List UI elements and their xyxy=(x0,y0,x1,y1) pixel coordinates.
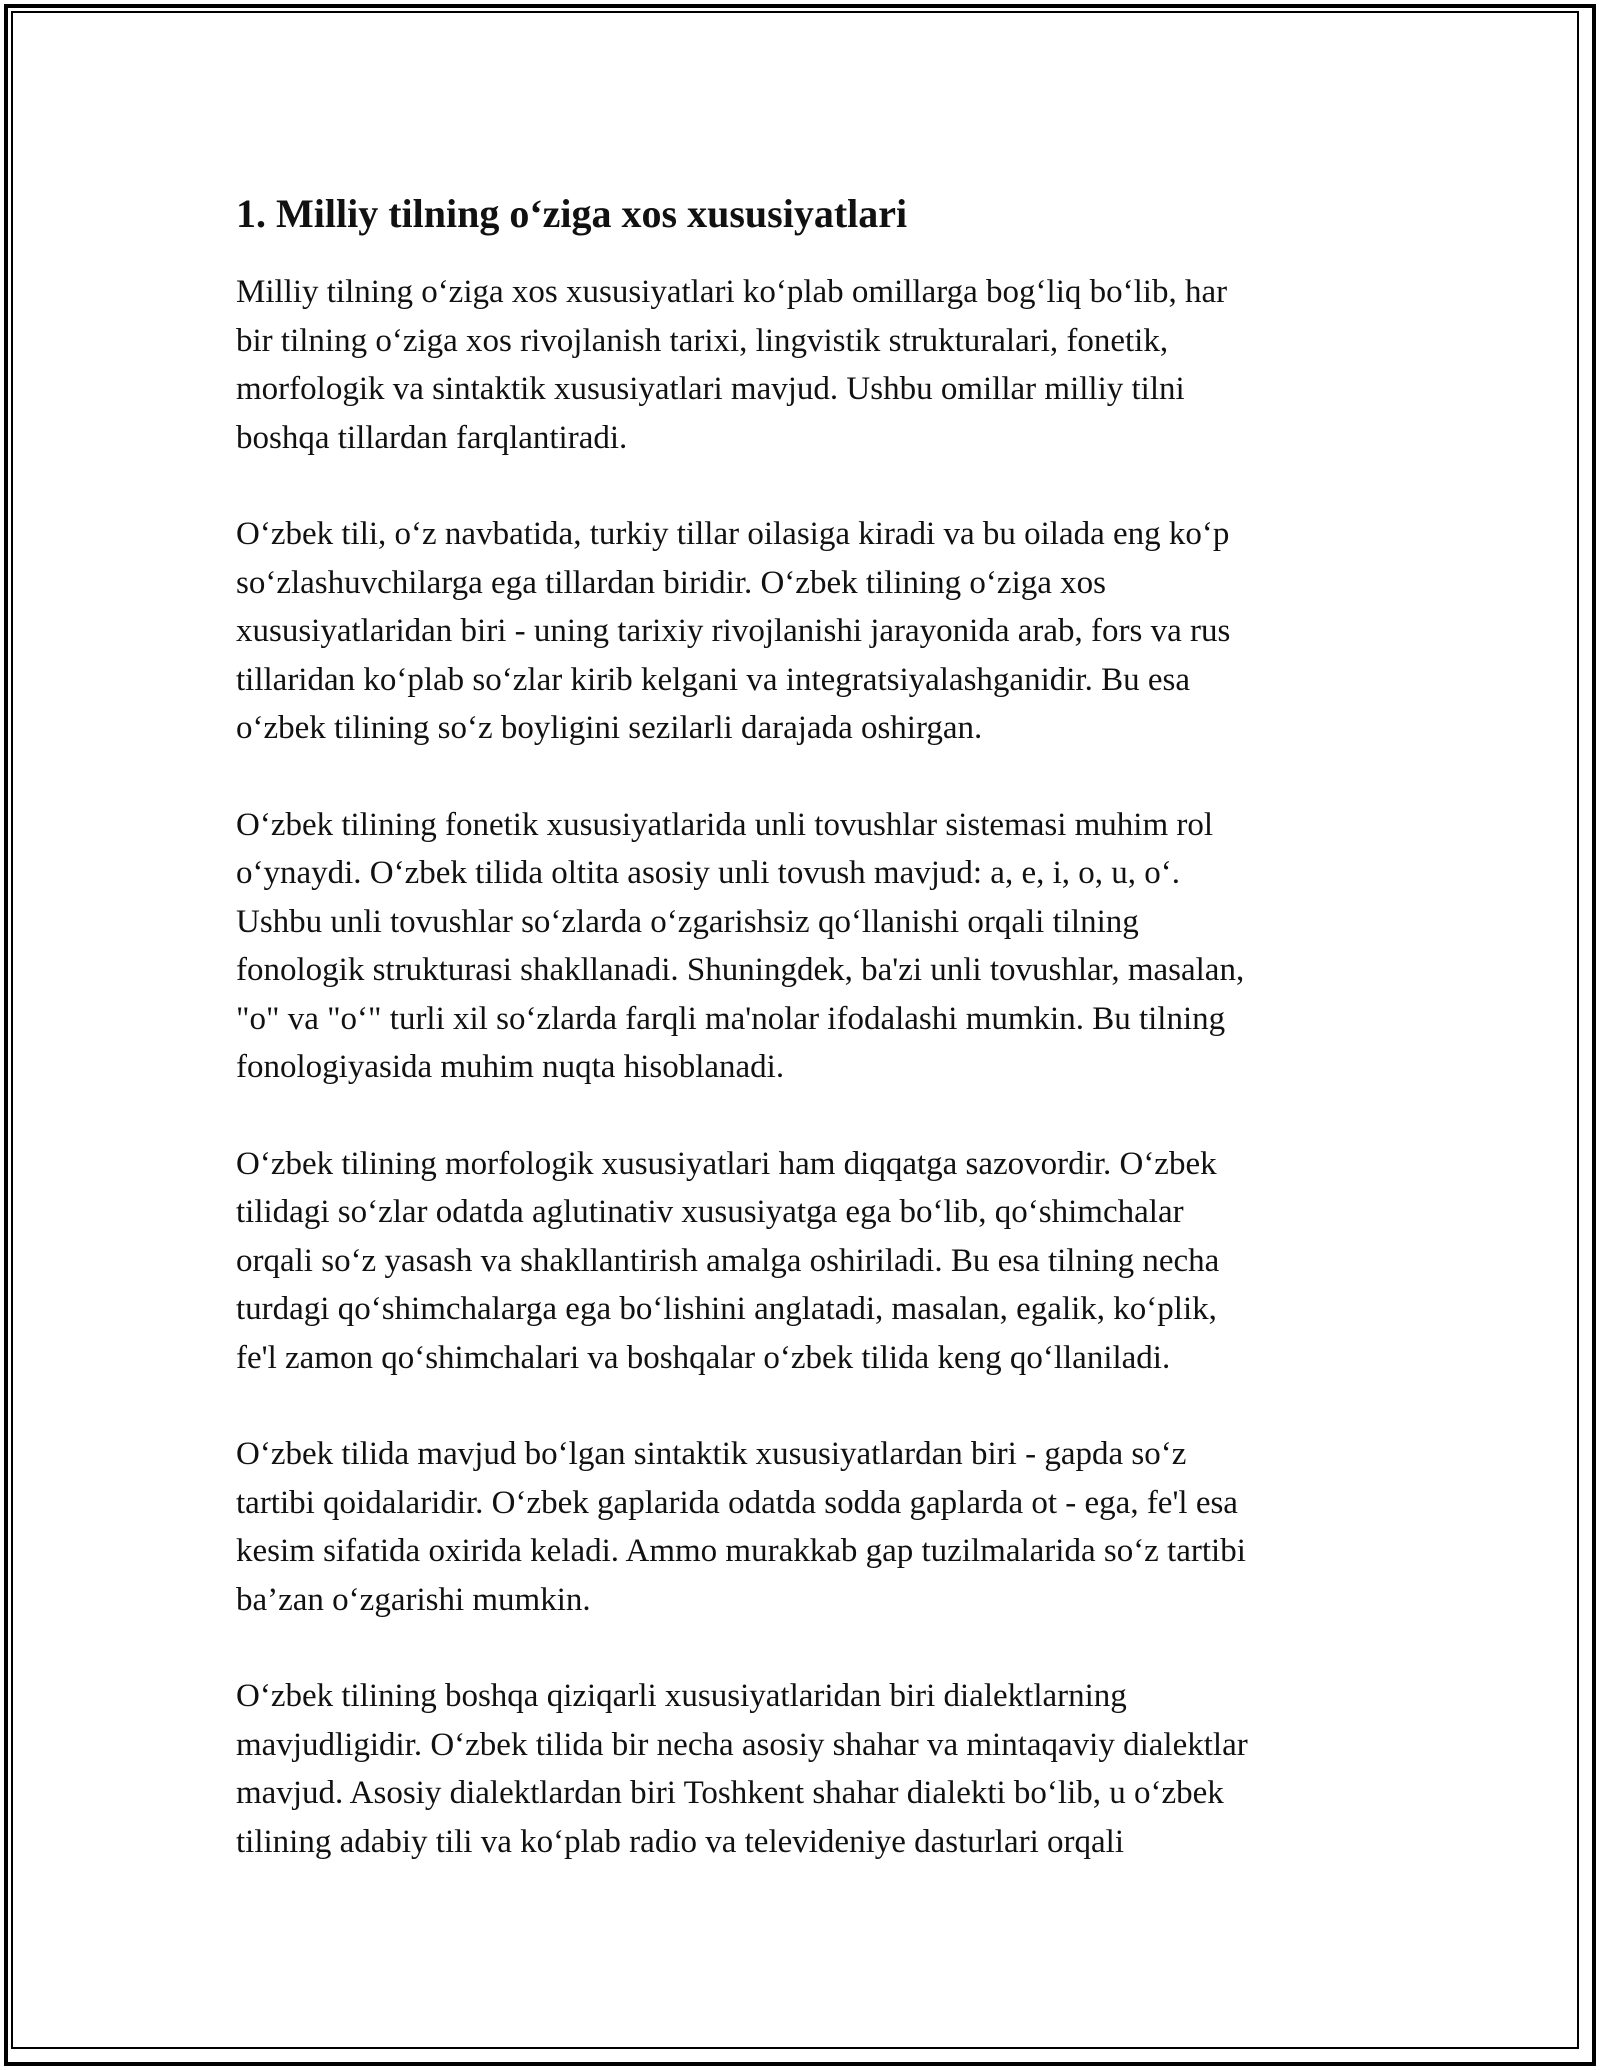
paragraph-3 xyxy=(236,801,1386,1092)
text-line: O‘zbek tilining boshqa qiziqarli xususiyatlaridan biri dialektlarning xyxy=(236,1678,1127,1714)
paragraph-6 xyxy=(236,1672,1386,1866)
paragraph-1 xyxy=(236,268,1386,462)
text-line: tillaridan ko‘plab so‘zlar kirib kelgani va integratsiyalashganidir. Bu esa xyxy=(236,661,1190,698)
text-line: mavjud. Asosiy dialektlardan biri Toshkent shahar dialekti bo‘lib, u o‘zbek xyxy=(236,1775,1224,1811)
text-line: turdagi qo‘shimchalarga ega bo‘lishini anglatadi, masalan, egalik, ko‘plik, xyxy=(236,1291,1217,1327)
text-line: so‘zlashuvchilarga ega tillardan biridir. O‘zbek tilining o‘ziga xos xyxy=(236,564,1106,601)
text-line: "o" va "o‘" turli xil so‘zlarda farqli ma'nolar ifodalashi mumkin. Bu tilning xyxy=(236,1000,1226,1037)
text-line: tilining adabiy tili va ko‘plab radio va televideniye dasturlari orqali xyxy=(236,1823,1124,1860)
text-line: O‘zbek tili, o‘z navbatida, turkiy tillar oilasiga kiradi va bu oilada eng ko‘p xyxy=(236,516,1230,552)
text-line: boshqa tillardan farqlantiradi. xyxy=(236,419,628,456)
text-line: Ushbu unli tovushlar so‘zlarda o‘zgarishsiz qo‘llanishi orqali tilning xyxy=(236,903,1139,940)
text-line: ba’zan o‘zgarishi mumkin. xyxy=(236,1581,591,1618)
text-line: bir tilning o‘ziga xos rivojlanish tarixi, lingvistik strukturalari, fonetik, xyxy=(236,322,1169,359)
text-line: o‘zbek tilining so‘z boyligini sezilarli darajada oshirgan. xyxy=(236,710,983,746)
text-line: kesim sifatida oxirida keladi. Ammo murakkab gap tuzilmalarida so‘z tartibi xyxy=(236,1533,1246,1569)
text-line: fonologik strukturasi shakllanadi. Shuningdek, ba'zi unli tovushlar, masalan, xyxy=(236,952,1245,988)
text-line: O‘zbek tilining morfologik xususiyatlari ham diqqatga sazovordir. O‘zbek xyxy=(236,1145,1217,1182)
paragraph-5 xyxy=(236,1430,1386,1624)
text-line: mavjudligidir. O‘zbek tilida bir necha asosiy shahar va mintaqaviy dialektlar xyxy=(236,1726,1248,1763)
text-line: Milliy tilning o‘ziga xos xususiyatlari ko‘plab omillarga bog‘liq bo‘lib, har xyxy=(236,274,1228,310)
text-line: morfologik va sintaktik xususiyatlari mavjud. Ushbu omillar milliy tilni xyxy=(236,371,1185,407)
document-body xyxy=(236,186,1386,1914)
text-line: tilidagi so‘zlar odatda aglutinativ xususiyatga ega bo‘lib, qo‘shimchalar xyxy=(236,1194,1184,1230)
text-line: fonologiyasida muhim nuqta hisoblanadi. xyxy=(236,1049,785,1085)
text-line: O‘zbek tilida mavjud bo‘lgan sintaktik xususiyatlardan biri - gapda so‘z xyxy=(236,1436,1187,1472)
text-line: xususiyatlaridan biri - uning tarixiy rivojlanishi jarayonida arab, fors va rus xyxy=(236,613,1231,649)
text-line: o‘ynaydi. O‘zbek tilida oltita asosiy unli tovush mavjud: a, e, i, o, u, o‘. xyxy=(236,855,1181,891)
text-line: tartibi qoidalaridir. O‘zbek gaplarida odatda sodda gaplarda ot - ega, fe'l esa xyxy=(236,1484,1238,1521)
text-line: fe'l zamon qo‘shimchalari va boshqalar o‘zbek tilida keng qo‘llaniladi. xyxy=(236,1339,1171,1376)
paragraph-4 xyxy=(236,1140,1386,1383)
paragraph-2 xyxy=(236,510,1386,753)
section-heading: 1. Milliy tilning o‘ziga xos xususiyatlari xyxy=(236,191,908,236)
text-line: O‘zbek tilining fonetik xususiyatlarida unli tovushlar sistemasi muhim rol xyxy=(236,806,1214,843)
text-line: orqali so‘z yasash va shakllantirish amalga oshiriladi. Bu esa tilning necha xyxy=(236,1242,1220,1279)
